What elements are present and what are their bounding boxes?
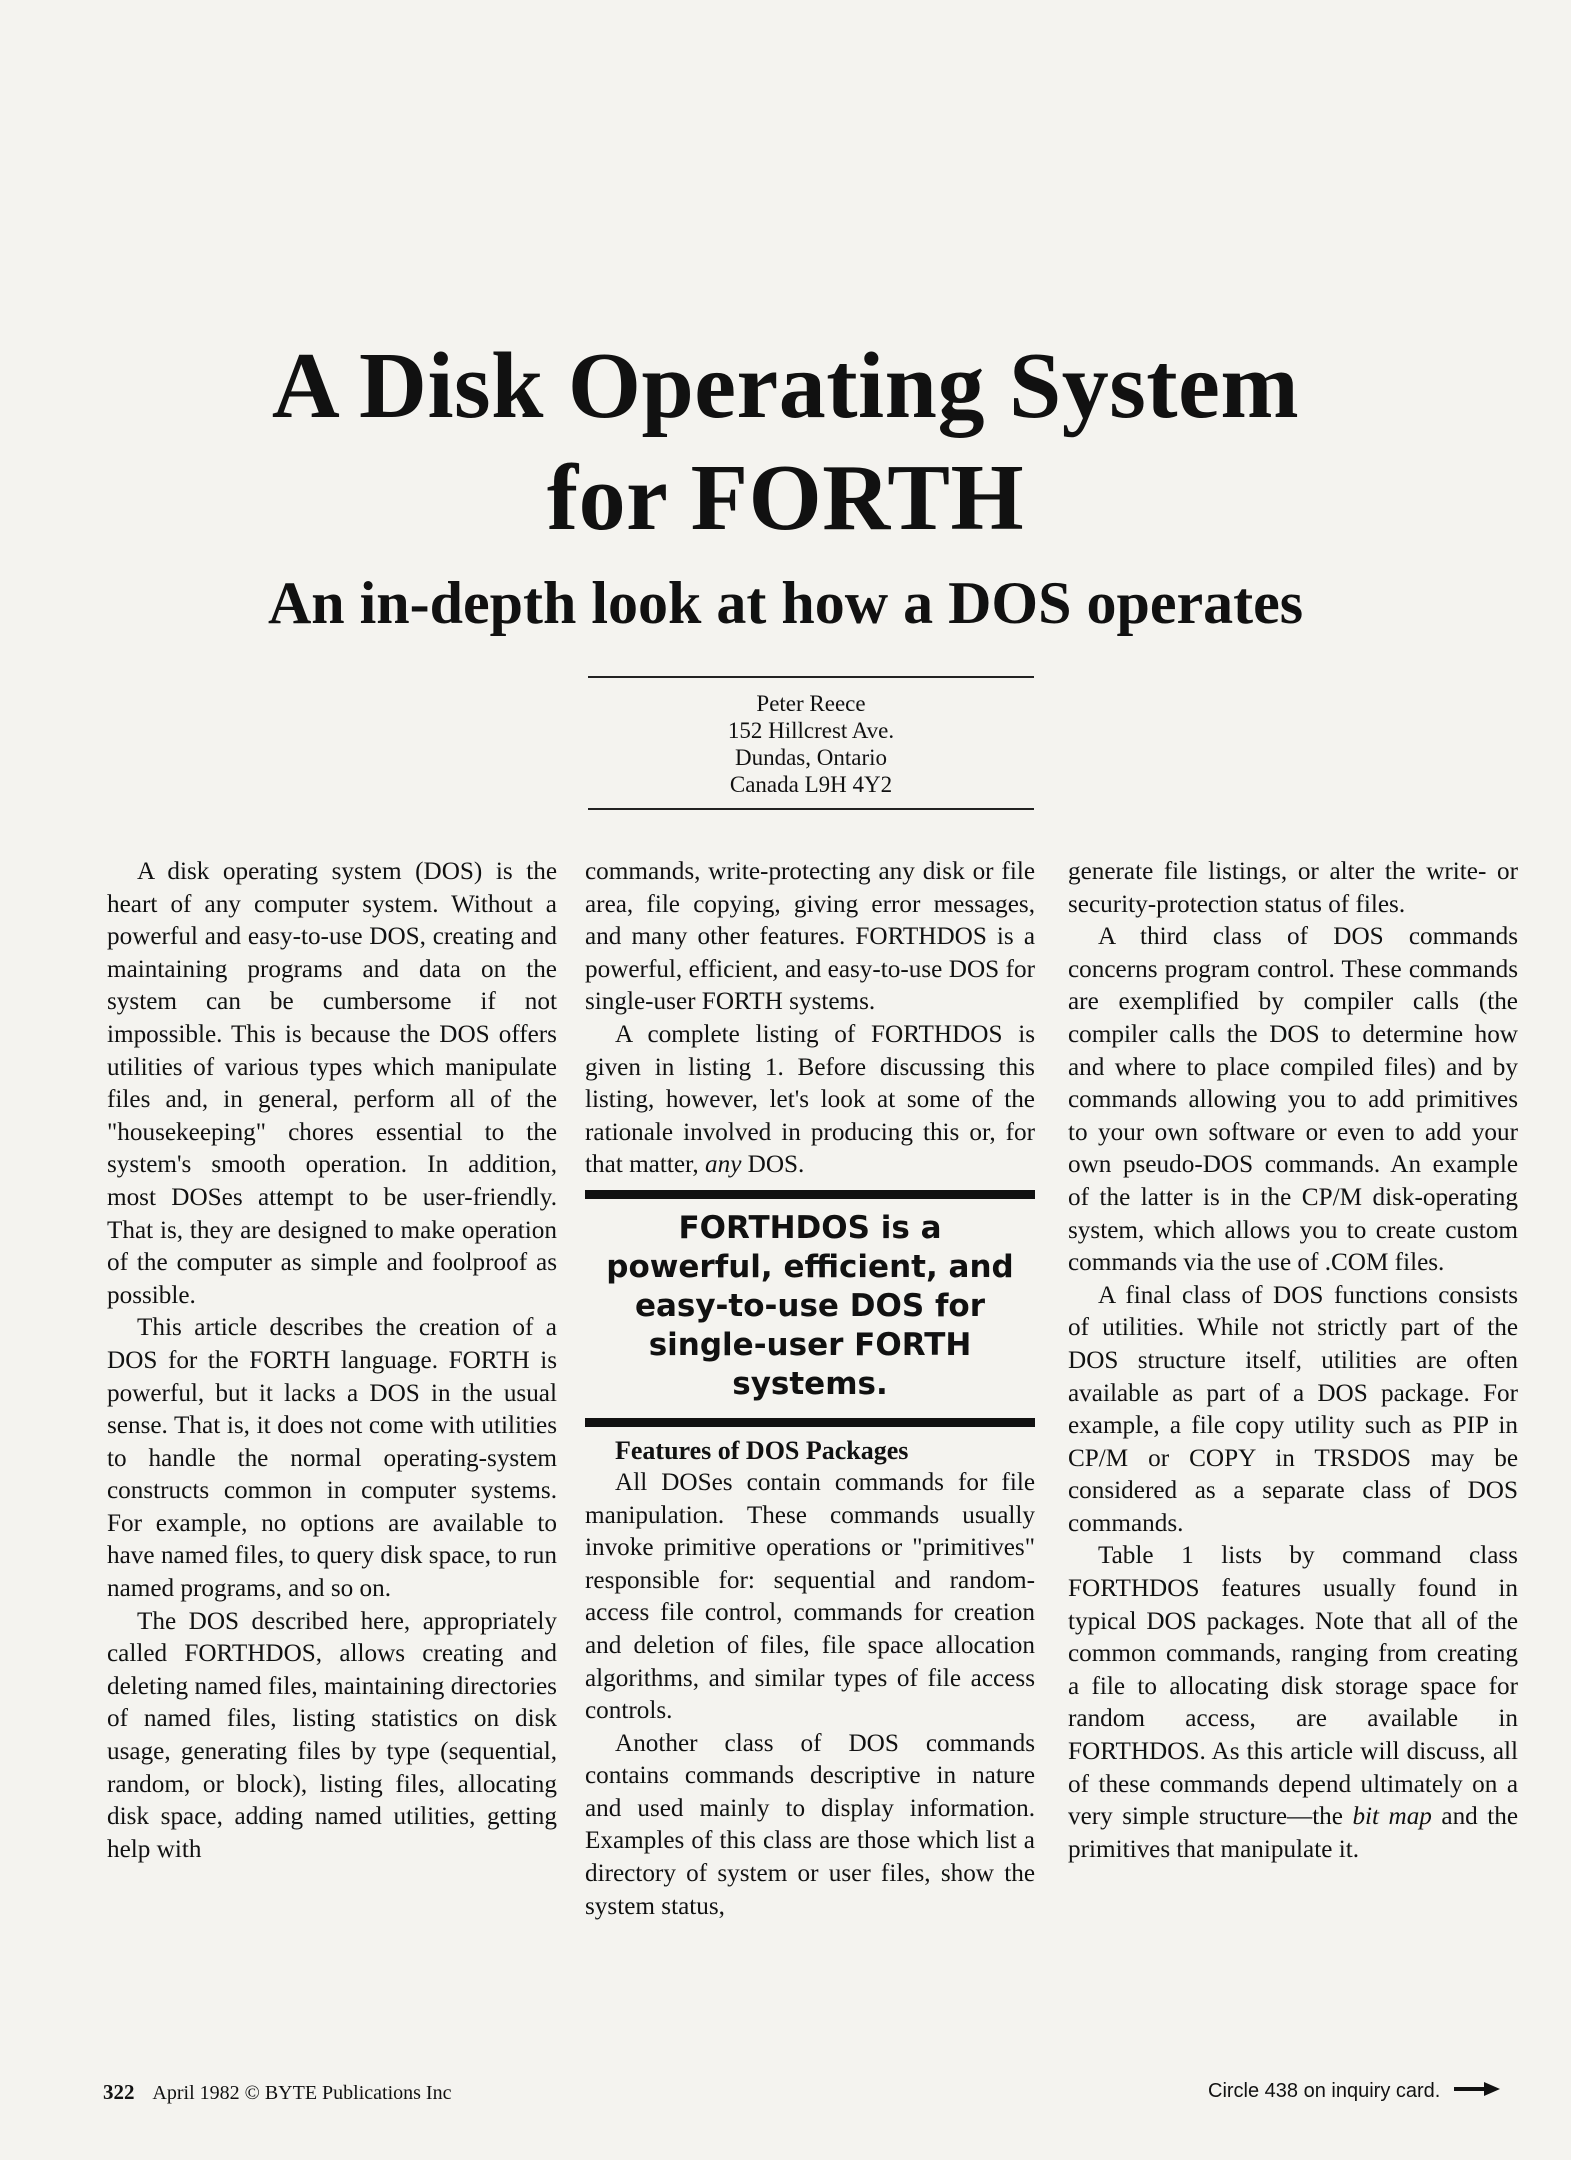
- paragraph: [1068, 1540, 1518, 1866]
- paragraph: [585, 1019, 1035, 1182]
- author-byline: [588, 690, 1034, 798]
- paragraph: generate file listings, or alter the write- or security-protection status of files.: [1068, 858, 1518, 918]
- inquiry-text: Circle 438 on inquiry card.: [1208, 2080, 1441, 2102]
- author-country: Canada L9H 4Y2: [729, 772, 893, 797]
- paragraph: A third class of DOS commands concerns program control. These commands are exemplified by compiler calls (the compiler calls the DOS to determine how and where to place compiled files) and by commands allowing you to add primitives to your own software or even to add your own pseudo-DOS commands. An example of the latter is in the CP/M disk-operating system, which allows you to create custom commands via the use of .COM files.: [1068, 923, 1518, 1277]
- column-1: [107, 856, 557, 1866]
- pull-quote: FORTHDOS is a powerful, efficient, and easy-to-use DOS for single-user FORTH systems.: [585, 1190, 1035, 1427]
- right-arrow-icon: [1454, 2080, 1500, 2103]
- paragraph: A disk operating system (DOS) is the heart of any computer system. Without a powerful and easy-to-use DOS, creating and maintaining programs and data on the system can be cumbersome if not impossible. This is because the DOS offers utilities of various types which manipulate files and, in general, perform all of the "housekeeping" chores essential to the system's smooth operation. In addition, most DOSes attempt to be user-friendly. That is, they are designed to make operation of the computer as simple and foolproof as possible.: [107, 858, 557, 1309]
- section-heading: Features of DOS Packages: [615, 1435, 909, 1465]
- paragraph: A final class of DOS functions consists of utilities. While not strictly part of the DOS structure itself, utilities are often available as part of a DOS package. For example, a file copy utility such as PIP in CP/M or COPY in TRSDOS may be considered as a separate class of DOS commands.: [1068, 1281, 1518, 1537]
- page-footer-left: [103, 2080, 451, 2105]
- paragraph: commands, write-protecting any disk or file area, file copying, giving error messages, and many other features. FORTHDOS is a powerful, efficient, and easy-to-use DOS for single-user FORTH systems.: [585, 858, 1035, 1016]
- paragraph-text: and the primitives that manipulate it.: [1068, 1803, 1519, 1863]
- issue-credit: April 1982 © BYTE Publications Inc: [152, 2082, 452, 2104]
- paragraph: The DOS described here, appropriately called FORTHDOS, allows creating and deleting named files, maintaining directories of named files, listing statistics on disk usage, generating files by type (sequential, random, or block), listing files, allocating disk space, adding named utilities, getting help with: [107, 1607, 557, 1863]
- article-subtitle: An in-depth look at how a DOS operates: [267, 570, 1304, 636]
- paragraph-text: DOS.: [741, 1151, 805, 1179]
- title-line-2: for FORTH: [546, 446, 1025, 550]
- page-number: 322: [103, 2080, 135, 2104]
- paragraph-text: Table 1 lists by command class FORTHDOS features usually found in typical DOS packages. Note that all of the common commands, ranging from creating a file to allocating disk storage space for random access, are available in FORTHDOS. As this article will discuss, all of these commands depend ultimately on a very simple structure—the: [1068, 1542, 1518, 1831]
- article-title: [0, 330, 1571, 554]
- byline-top-rule: [588, 676, 1034, 678]
- author-city: Dundas, Ontario: [734, 745, 888, 770]
- inquiry-note: [1208, 2080, 1500, 2103]
- column-2: [585, 856, 1035, 1923]
- author-street: 152 Hillcrest Ave.: [727, 718, 895, 743]
- paragraph: Another class of DOS commands contains commands descriptive in nature and used mainly to display information. Examples of this class are those which list a directory of system or user files, show the system status,: [585, 1729, 1035, 1920]
- paragraph: All DOSes contain commands for file manipulation. These commands usually invoke primitive operations or "primitives" responsible for: sequential and random-access file control, commands for creation and deletion of files, file space allocation algorithms, and similar types of file access controls.: [585, 1468, 1035, 1725]
- italic-text: bit map: [1352, 1803, 1432, 1831]
- title-line-1: A Disk Operating System: [271, 334, 1300, 438]
- column-3: [1068, 856, 1518, 1866]
- byline-bottom-rule: [588, 808, 1034, 810]
- italic-text: any: [705, 1151, 742, 1179]
- paragraph-text: A complete listing of FORTHDOS is given in listing 1. Before discussing this listing, however, let's look at some of the rationale involved in producing this or, for that matter,: [585, 1020, 1035, 1179]
- author-name: Peter Reece: [756, 691, 866, 716]
- paragraph: This article describes the creation of a DOS for the FORTH language. FORTH is powerful, but it lacks a DOS in the usual sense. That is, it does not come with utilities to handle the normal operating-system constructs common in computer systems. For example, no options are available to have named files, to query disk space, to run named programs, and so on.: [107, 1314, 557, 1603]
